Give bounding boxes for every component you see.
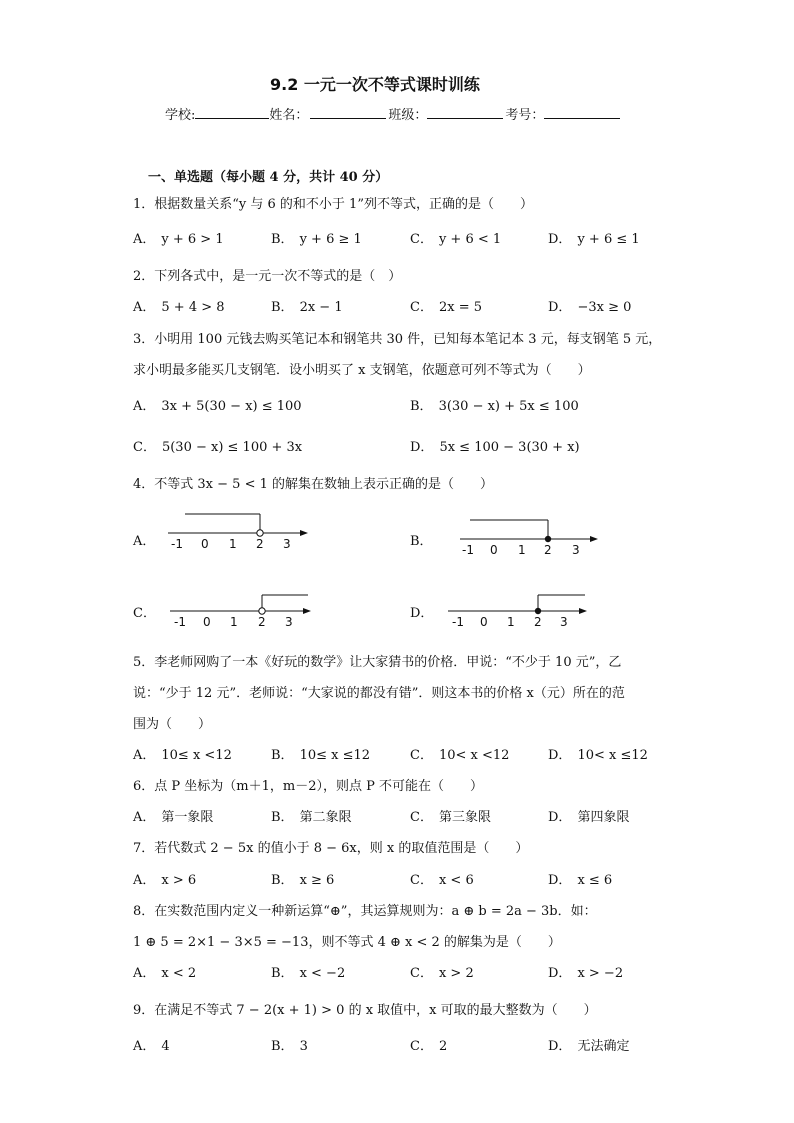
q5-option-d[interactable]: D． 10< x ≤12 — [548, 748, 648, 763]
q4-number-line-c — [165, 588, 325, 636]
q7-option-c[interactable]: C． x < 6 — [410, 873, 474, 888]
tick-label: 2 — [534, 615, 542, 629]
question-1-stem: 1．根据数量关系“y 与 6 的和不小于 1”列不等式，正确的是（ ） — [133, 197, 533, 212]
school-blank[interactable] — [195, 104, 269, 119]
q4-option-c[interactable]: C． — [133, 606, 156, 621]
question-6-stem: 6．点 P 坐标为（m＋1，m－2），则点 P 不可能在（ ） — [133, 779, 483, 794]
question-2-stem: 2．下列各式中，是一元一次不等式的是（ ） — [133, 269, 402, 284]
q3-option-a[interactable]: A． 3x + 5(30 − x) ≤ 100 — [133, 399, 302, 414]
question-5-stem-line3: 围为（ ） — [133, 717, 212, 732]
question-4-stem: 4．不等式 3x − 5 < 1 的解集在数轴上表示正确的是（ ） — [133, 477, 493, 492]
tick-label: 1 — [230, 615, 238, 629]
q1-option-d[interactable]: D． y + 6 ≤ 1 — [548, 232, 640, 247]
question-9-stem: 9．在满足不等式 7 − 2(x + 1) > 0 的 x 取值中，x 可取的最大整数为（ ） — [133, 1003, 597, 1018]
tick-label: 1 — [229, 537, 237, 551]
q5-option-c[interactable]: C． 10< x <12 — [410, 748, 510, 763]
tick-label: 0 — [203, 615, 211, 629]
q8-option-c[interactable]: C． x > 2 — [410, 966, 474, 981]
class-blank[interactable] — [427, 104, 503, 119]
q9-option-b[interactable]: B． 3 — [271, 1039, 308, 1054]
exam-no-label: 考号： — [505, 108, 545, 123]
tick-label: 0 — [490, 543, 498, 557]
tick-label: 1 — [507, 615, 515, 629]
question-7-stem: 7．若代数式 2 − 5x 的值小于 8 − 6x，则 x 的取值范围是（ ） — [133, 841, 529, 856]
q1-option-c[interactable]: C． y + 6 < 1 — [410, 232, 502, 247]
tick-label: 3 — [560, 615, 568, 629]
q2-option-d[interactable]: D． −3x ≥ 0 — [548, 300, 632, 315]
q4-number-line-d — [443, 588, 603, 636]
q5-option-a[interactable]: A． 10≤ x <12 — [133, 748, 232, 763]
tick-label: 1 — [518, 543, 526, 557]
exam-no-blank[interactable] — [544, 104, 620, 119]
q6-option-c[interactable]: C． 第三象限 — [410, 810, 491, 825]
q6-option-d[interactable]: D． 第四象限 — [548, 810, 630, 825]
tick-label: 0 — [201, 537, 209, 551]
q3-option-d[interactable]: D． 5x ≤ 100 − 3(30 + x) — [410, 440, 580, 455]
q3-option-b[interactable]: B． 3(30 − x) + 5x ≤ 100 — [410, 399, 579, 414]
question-8-stem-line1: 8．在实数范围内定义一种新运算“⊕”，其运算规则为：a ⊕ b = 2a − 3b．如： — [133, 904, 597, 919]
question-3-stem-line2: 求小明最多能买几支钢笔．设小明买了 x 支钢笔，依题意可列不等式为（ ） — [133, 363, 591, 378]
tick-label: -1 — [171, 537, 183, 551]
q6-option-b[interactable]: B． 第二象限 — [271, 810, 352, 825]
tick-label: 3 — [283, 537, 291, 551]
school-label: 学校: — [165, 108, 196, 123]
q1-option-b[interactable]: B． y + 6 ≥ 1 — [271, 232, 362, 247]
q2-option-a[interactable]: A． 5 + 4 > 8 — [133, 300, 225, 315]
page-title: 9.2 一元一次不等式课时训练 — [270, 75, 480, 94]
q5-option-b[interactable]: B． 10≤ x ≤12 — [271, 748, 371, 763]
student-info-row — [165, 104, 620, 123]
class-label: 班级： — [388, 108, 428, 123]
q8-option-a[interactable]: A． x < 2 — [133, 966, 197, 981]
q7-option-b[interactable]: B． x ≥ 6 — [271, 873, 335, 888]
q9-option-a[interactable]: A． 4 — [133, 1039, 170, 1054]
question-8-stem-line2: 1 ⊕ 5 = 2×1 − 3×5 = −13，则不等式 4 ⊕ x < 2 的解集为是（ ） — [133, 935, 561, 950]
tick-label: 0 — [480, 615, 488, 629]
q4-number-line-a — [160, 508, 320, 556]
tick-label: 2 — [544, 543, 552, 557]
q4-option-b[interactable]: B． — [410, 534, 433, 549]
q8-option-b[interactable]: B． x < −2 — [271, 966, 346, 981]
q9-option-c[interactable]: C． 2 — [410, 1039, 448, 1054]
tick-label: 3 — [572, 543, 580, 557]
tick-label: 2 — [258, 615, 266, 629]
name-blank[interactable] — [310, 104, 386, 119]
q7-option-a[interactable]: A． x > 6 — [133, 873, 197, 888]
q1-option-a[interactable]: A． y + 6 > 1 — [133, 232, 224, 247]
name-label: 姓名： — [269, 108, 309, 123]
tick-label: -1 — [462, 543, 474, 557]
q9-option-d[interactable]: D． 无法确定 — [548, 1039, 630, 1054]
q2-option-c[interactable]: C． 2x = 5 — [410, 300, 482, 315]
q2-option-b[interactable]: B． 2x − 1 — [271, 300, 343, 315]
question-5-stem-line1: 5．李老师网购了一本《好玩的数学》让大家猜书的价格．甲说：“不少于 10 元”，乙 — [133, 655, 622, 670]
tick-label: 2 — [256, 537, 264, 551]
tick-label: -1 — [174, 615, 186, 629]
question-3-stem-line1: 3．小明用 100 元钱去购买笔记本和钢笔共 30 件，已知每本笔记本 3 元，每支钢笔 5 元， — [133, 332, 662, 347]
tick-label: -1 — [452, 615, 464, 629]
q4-option-a[interactable]: A． — [133, 534, 156, 549]
q8-option-d[interactable]: D． x > −2 — [548, 966, 624, 981]
tick-label: 3 — [285, 615, 293, 629]
q7-option-d[interactable]: D． x ≤ 6 — [548, 873, 613, 888]
q6-option-a[interactable]: A． 第一象限 — [133, 810, 214, 825]
question-5-stem-line2: 说：“少于 12 元”．老师说：“大家说的都没有错”．则这本书的价格 x（元）所在的范 — [133, 686, 625, 701]
q4-option-d[interactable]: D． — [410, 606, 434, 621]
q3-option-c[interactable]: C． 5(30 − x) ≤ 100 + 3x — [133, 440, 303, 455]
q4-number-line-b — [452, 514, 612, 562]
section-title: 一、单选题（每小题 4 分，共计 40 分） — [148, 170, 389, 185]
